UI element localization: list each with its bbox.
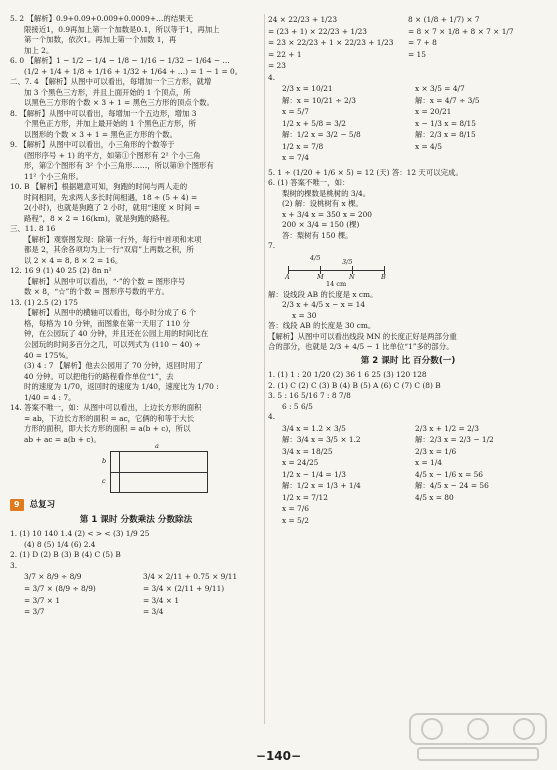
answer-line: 以 2 × 4 = 8, 8 × 2 = 16。 [24,255,123,265]
equation-step: 解：x = 10/21 ÷ 2/3 [282,95,356,105]
answer-line: 2(小时)，也就是狗跑了 2 小时，就用“速度 × 时间 = [24,203,201,213]
calc-step: 3/7 × 8/9 ÷ 8/9 [24,572,82,582]
answer-line: 14. 答案不唯一，如：从图中可以看出，上边长方形的面积 [10,403,202,413]
answer-line: 2. (1) C (2) C (3) B (4) B (5) A (6) C (7) C (8) B [268,380,441,390]
answer-line: 【解析】从图中可以看出线段 MN 的长度正好是两部分重 [268,331,457,341]
figure-label-c: c [102,477,106,486]
answer-line: 三、11. 8 16 [10,224,56,234]
question-number: 4. [268,72,276,82]
equation-step: x = 5/2 [282,515,309,525]
equation-step: 1/2 x = 7/8 [282,141,324,151]
answer-line: 合的部分，也就是 2/3 + 4/5 − 1 比单位“1”多的部分。 [268,342,454,352]
figure-label-a: a [155,442,159,451]
equation-step: 解：2/3 x = 8/15 [415,130,476,140]
equation-step: 4/5 x − 1/6 x = 56 [415,469,484,479]
equation-step: 2/3 x = 1/6 [415,446,457,456]
segment-label-top: 4/5 [310,253,321,262]
answer-line: 梨树的棵数是桃树的 3/4。 [282,188,371,198]
answer-line: 1. (1) 10 140 1.4 (2) < > < (3) 1/9 25 [10,529,150,539]
equation-step: x = 24/25 [282,458,319,468]
line-segment-figure [285,253,408,288]
answer-line: 答：梨树有 150 棵。 [282,230,353,240]
equation-pair [268,83,548,165]
answer-line: 格，每格为 10 分钟，而图象在第一天用了 110 分 [24,318,190,328]
calc-step: = 3/7 × (8/9 ÷ 8/9) [24,583,96,593]
calc-right [143,571,262,618]
equation-step: 1/2 x = 7/12 [282,492,328,502]
equation-step: 2/3 x = 10/21 [282,84,333,94]
equation-left [268,83,415,165]
answer-line: 钟，在公园玩了 40 分钟，并且还在公园上用的时间比在 [24,329,209,339]
equation-step: 3/4 x = 18/25 [282,446,333,456]
calc-step: = 8 × 7 × 1/8 + 8 × 7 × 1/7 [408,26,514,36]
calc-step: = 23 × 22/23 + 1 × 22/23 + 1/23 [268,38,394,48]
answer-line: 1/40 = 4 : 7。 [24,392,76,402]
equation-step: 2/3 x + 1/2 = 2/3 [415,423,479,433]
review-section-badge: 9 [10,499,24,510]
equation-step: x × 3/5 = 4/7 [415,84,465,94]
calc-step: = 3/7 × 1 [24,595,61,605]
equation-step: 解：1/2 x = 1/3 + 1/4 [282,481,361,491]
answer-line: 40 = 175%。 [24,350,73,360]
equation-step: x = 7/4 [282,153,309,163]
calc-step: = (23 + 1) × 22/23 + 1/23 [268,26,367,36]
answer-line: x + 3/4 x = 350 x = 200 [282,209,372,219]
answer-line: 公园玩的时间多百分之几，可以列式为 (110 − 40) ÷ [24,339,201,349]
equation-right [415,83,548,165]
answer-line: 200 × 3/4 = 150 (棵) [282,220,360,230]
segment-point-b: B [381,272,386,281]
calc-left [268,14,408,73]
segment-point-n: N [349,272,355,281]
answer-line: 以图形的个数 × 3 + 1 = 黑色正方形的个数。 [24,129,177,139]
segment-length-label: 14 cm [326,279,347,288]
segment-point-m: M [317,272,324,281]
question-number: 3. [10,560,18,570]
answer-line: 12. 16 9 (1) 40 25 (2) 8n n² [10,266,112,276]
equation-left [268,423,415,528]
lesson-1-title: 第 1 课时 分数乘法 分数除法 [79,515,193,526]
answer-line: 时的速度为 1/70，返回时的速度为 1/40，速度比为 1/70 : [24,382,219,392]
equation-step: x − 1/3 x = 8/15 [415,118,476,128]
equation-step: 3/4 x = 1.2 × 3/5 [282,423,346,433]
answer-line: 以黑色三方形的个数 × 3 + 1 = 黑色三方形的顶点个数。 [24,98,214,108]
equation-step: 解：2/3 x = 2/3 − 1/2 [415,435,494,445]
answer-line: 个黑色正方形，并加上最开始的 1 个黑色正方形，所 [24,119,196,129]
equation-step: x = 4/5 [415,141,442,151]
answer-line: 5. 2 【解析】0.9+0.09+0.009+0.0009+…的结果无 [10,14,193,23]
lesson-2-title: 第 2 课时 比 百分数(一) [360,355,456,366]
equation-right [415,423,548,528]
review-section-title: 总复习 [29,500,56,511]
answer-line: 8. 【解析】从图中可以看出，每增加一个五边形，增加 3 [10,108,197,118]
left-column [10,14,262,619]
equation-step: x = 1/4 [415,458,442,468]
equation-step: 解：1/2 x = 3/2 − 5/8 [282,130,361,140]
calc-step: = 3/4 × (2/11 + 9/11) [143,583,225,593]
answer-line: (1/2 + 1/4 + 1/8 + 1/16 + 1/32 + 1/64 + …) = 1 − 1 = 0。 [24,66,243,76]
segment-point-a: A [285,272,290,281]
calc-step: 3/4 × 2/11 + 0.75 × 9/11 [143,572,238,582]
calc-step: = 3/4 × 1 [143,595,180,605]
figure-label-b: b [102,457,107,466]
answer-line: 2/3 x + 4/5 x − x = 14 [282,300,366,310]
answer-line: 都是 2，其余各项均为上一行“双肩”上两数之积，所 [24,245,194,255]
equation-step: 4/5 x = 80 [415,492,454,502]
answer-line: 加上 2。 [24,45,54,55]
answer-line: 6. (1) 答案不唯一，如： [268,178,350,188]
calc-step: 8 × (1/8 + 1/7) × 7 [408,15,480,24]
answer-line: (2) 解：设桃树有 x 棵。 [282,199,363,209]
calc-step: = 7 + 8 [408,38,437,48]
equation-step: 解：x = 4/7 ÷ 3/5 [415,95,480,105]
answer-line: 2. (1) D (2) B (3) B (4) C (5) B [10,550,121,560]
answer-line: 加 3 个黑色三方形，并且上面开始的 1 个顶点，所 [24,87,191,97]
review-section-header [10,499,262,511]
answer-line: 6 : 5 6/5 [282,401,313,411]
question-number: 4. [268,412,276,422]
equation-step: x = 20/21 [415,107,452,117]
calc-pair [10,571,262,618]
answer-line: = ab，下边长方形的面积 = ac，它俩的和等于大长 [24,413,195,423]
answer-line: (图形序号 + 1) 的平方，如第①个图形有 2² 个小三角 [24,150,201,160]
answer-line: 11² 个小三角形。 [24,171,84,181]
column-divider [264,14,265,724]
segment-label-mid: 3/5 [342,257,353,266]
question-number: 7. [268,241,276,251]
rectangle-area-figure [102,442,208,493]
page-number: −140− [255,749,302,763]
answer-line: 二、7. 4 【解析】从图中可以看出，每增加一个三方形，就增 [10,77,212,87]
answer-line: 3. 5 : 16 5/16 7 : 8 7/8 [268,391,351,401]
calc-step: = 23 [268,61,286,71]
calc-left [10,571,143,618]
answer-line: (3) 4 : 7 【解析】他去公园用了 70 分钟，返回时用了 [24,361,203,371]
calc-step: = 15 [408,49,426,59]
calc-step: = 3/4 [143,607,164,617]
answer-line: 限接近1，0.9再加上第一个加数是0.1，所以等于1，再加上 [24,24,220,34]
calc-step: = 22 + 1 [268,49,302,59]
calc-step: = 3/7 [24,607,45,617]
equation-step: x = 5/7 [282,107,309,117]
answer-line: x = 30 [292,310,317,320]
answer-line: 方形的面积，即大长方形的面积 = a(b + c)，所以 [24,424,191,434]
answer-line: 【解析】从图中可以看出，“·”的个数 = 图形序号 [24,276,186,286]
answer-line: 形，第②个图形有 3² 个小三角形……，所以第⑩个图形有 [24,161,214,171]
equation-step: x = 7/6 [282,504,309,514]
calc-step: 24 × 22/23 + 1/23 [268,15,338,24]
calc-right [408,14,548,73]
answer-line: ab + ac = a(b + c)。 [24,434,101,444]
answer-line: 时间相同，先求两人多长时间相遇，18 ÷ (5 + 4) = [24,192,198,202]
answer-line: 路程”，8 × 2 = 16(km)，就是狗跑的路程。 [24,213,175,223]
answer-line: 答：线段 AB 的长度是 30 cm。 [268,321,376,331]
answer-line: 40 分钟。可以把他行的路程看作单位“1”，去 [24,371,174,381]
equation-step: 解：3/4 x = 3/5 × 1.2 [282,435,361,445]
right-column [268,14,548,527]
answer-line: 第一个加数，依次1。再加上第一个加数 1，再 [24,35,177,45]
equation-step: 解：4/5 x − 24 = 56 [415,481,489,491]
answer-line: 解：设线段 AB 的长度是 x cm。 [268,289,378,299]
answer-line: 13. (1) 2.5 (2) 175 [10,297,78,307]
answer-line: 【解析】从图中的横轴可以看出，每小时分成了 6 个 [24,308,196,318]
answer-line: 5. 1 ÷ (1/20 + 1/6 × 5) = 12 (天) 答：12 天可以完成。 [268,167,463,177]
answer-line: 9. 【解析】从图中可以看出，小三角形的个数等于 [10,140,175,150]
figure-mid-line [111,472,207,473]
answer-line: 10. B 【解析】根据题意可知，狗跑的时间与两人走的 [10,182,188,192]
equation-step: 1/2 x + 5/8 = 3/2 [282,118,346,128]
answer-line: (4) 8 (5) 1/4 (6) 2.4 [24,539,96,549]
answer-line: 数 × 8，“☆”的个数 = 图形序号数的平方。 [24,287,169,297]
answer-line: 6. 0 【解析】1 − 1/2 − 1/4 − 1/8 − 1/16 − 1/32 − 1/64 − … [10,56,230,66]
segment-line [288,270,384,271]
equation-pair [268,423,548,528]
equation-step: 1/2 x − 1/4 = 1/3 [282,469,346,479]
calc-pair [268,14,548,73]
answer-line: 1. (1) 1 : 20 1/20 (2) 36 1 6 25 (3) 120 128 [268,370,427,380]
answer-line: 【解析】观察图发现：除第一行外，每行中首项和末项 [24,234,202,244]
